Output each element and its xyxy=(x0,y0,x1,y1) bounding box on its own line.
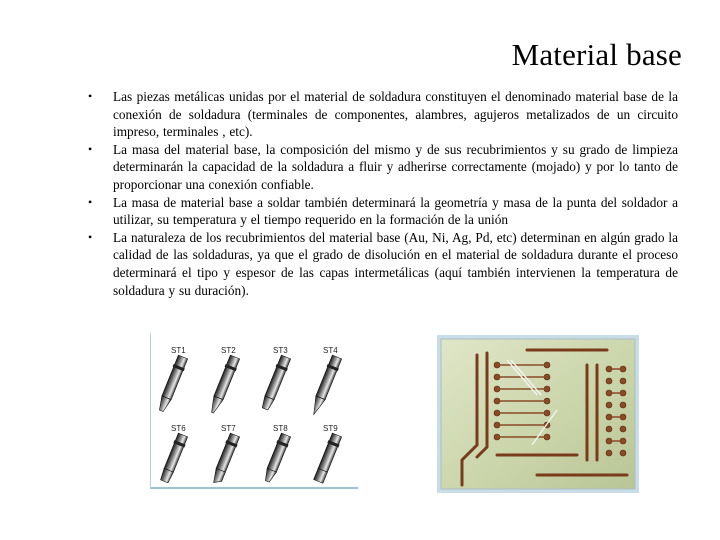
soldering-tip xyxy=(207,355,241,415)
bullet-text: La masa de material base a soldar también determinará la geometría y masa de la punta del soldador a utilizar, su temperatura y el tiempo requerido en la formación de la unión xyxy=(113,194,678,228)
soldering-tip xyxy=(156,355,189,413)
tip-label: ST4 xyxy=(323,346,338,355)
soldering-tip xyxy=(262,433,292,484)
soldering-tips-drawing xyxy=(151,333,358,489)
bullet-text: Las piezas metálicas unidas por el material de soldadura constituyen el denominado material base de la conexión de soldadura (terminales de componentes, alambres, agujeros metalizados de un circuito impreso, terminales , etc). xyxy=(113,89,678,140)
bullet-icon: • xyxy=(88,194,93,209)
slide-title: Material base xyxy=(511,37,682,72)
soldering-tip xyxy=(210,433,241,486)
tip-label: ST2 xyxy=(221,346,236,355)
soldering-tip xyxy=(313,433,343,484)
bullet-item xyxy=(82,194,678,229)
bullet-item xyxy=(82,88,678,141)
bullet-item xyxy=(82,229,678,299)
bullet-icon: • xyxy=(88,89,93,103)
tip-label: ST3 xyxy=(273,346,288,355)
tip-label: ST8 xyxy=(273,424,288,433)
pcb-board-drawing xyxy=(437,335,639,493)
soldering-tip xyxy=(259,355,291,411)
pcb-board-image xyxy=(437,335,639,493)
soldering-tip xyxy=(308,355,342,417)
tip-label: ST6 xyxy=(171,424,186,433)
bullet-item xyxy=(82,141,678,194)
bullet-icon: • xyxy=(88,229,93,244)
bullet-icon: • xyxy=(88,141,93,156)
tip-label: ST1 xyxy=(171,346,186,355)
soldering-tip xyxy=(159,433,189,484)
bullet-text: La naturaleza de los recubrimientos del material base (Au, Ni, Ag, Pd, etc) determinan en algún grado la calidad de las soldaduras, ya que el grado de disolución en el material de soldadura durante el proceso determinará el tipo y espesor de las capas intermetálicas (aquí también intervienen la temperatura de soldadura y su duración). xyxy=(113,229,678,298)
bullet-list xyxy=(82,88,678,299)
tip-label: ST9 xyxy=(323,424,338,433)
soldering-tips-image xyxy=(150,333,358,489)
tip-label: ST7 xyxy=(221,424,236,433)
bullet-text: La masa del material base, la composición del mismo y de sus recubrimientos y su grado de limpieza determinarán la capacidad de la soldadura a fluir y adherirse correctamente (mojado) y por lo tanto de proporcionar una conexión confiable. xyxy=(113,141,678,192)
